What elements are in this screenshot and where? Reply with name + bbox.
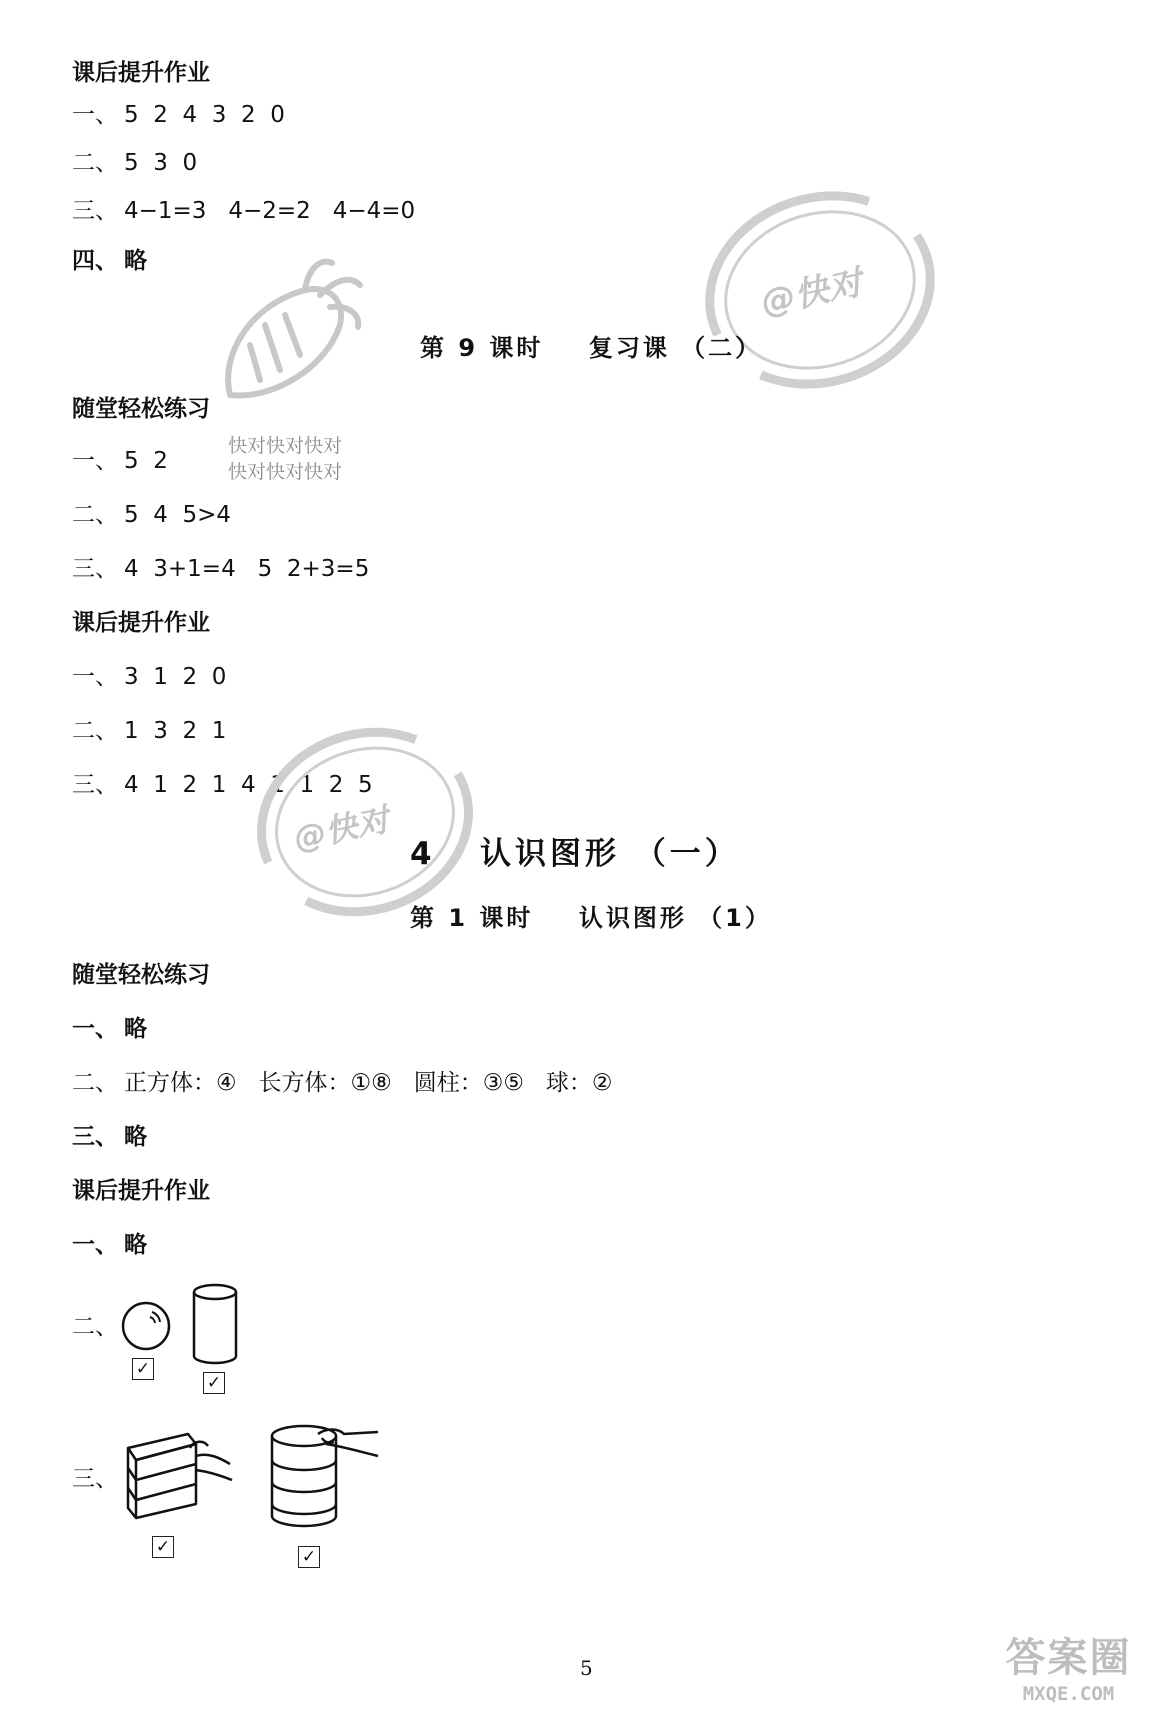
question-label: 二、 [72,502,118,528]
chapter-title: 4 认识图形 （一） [410,836,740,872]
stamp-watermark [690,175,950,409]
answer-line [72,1068,613,1098]
answer-line [72,246,147,276]
question-label: 三、 [72,772,118,798]
question-label: 二、 [72,1314,118,1340]
answer-text: 1 3 2 1 [124,718,227,744]
answer-text: 5 2 [124,448,168,474]
answer-line [72,148,197,178]
question-label: 四、 [72,248,118,274]
stamp-text: @快对 [290,800,393,858]
section-heading-homework: 课后提升作业 [72,60,210,86]
question-label: 二、 [72,1070,118,1096]
section-heading-homework: 课后提升作业 [72,610,210,636]
answer-text: 略 [124,248,147,274]
answer-checkbox: ✓ [132,1358,154,1380]
lesson-title: 第 1 课时 认识图形 （1） [410,904,772,932]
question-label: 一、 [72,1016,118,1042]
page-number: 5 [580,1656,593,1680]
lesson-title: 第 9 课时 复习课 （二） [420,334,763,362]
answer-text: 正方体：④ 长方体：①⑧ 圆柱：③⑤ 球：② [124,1070,613,1096]
answer-text: 4 3+1=4 5 2+3=5 [124,556,370,582]
brand-logo-text: 答案圈 [1005,1635,1132,1681]
answer-text: 4 1 2 1 4 1 1 2 5 [124,772,373,798]
question-label: 三、 [72,1124,118,1150]
answer-line [72,1230,147,1260]
answer-line [72,500,231,530]
stamp-text: @快对 [757,262,866,324]
section-heading-practice: 随堂轻松练习 [72,396,210,422]
answer-line [72,1122,147,1152]
question-label: 二、 [72,718,118,744]
answer-line [72,554,369,584]
question-label: 一、 [72,1232,118,1258]
cake-prism-icon [118,1426,238,1526]
question-label: 三、 [72,198,118,224]
answer-line [72,716,226,746]
brand-watermark [981,1634,1156,1724]
brand-url: MXQE.COM [1022,1683,1115,1705]
answer-line [72,100,285,130]
answer-checkbox: ✓ [298,1546,320,1568]
question-label: 一、 [72,102,118,128]
question-label: 二、 [72,150,118,176]
answer-text: 3 1 2 0 [124,664,227,690]
text-watermark: 快对快对快对 [228,461,343,483]
text-watermark: 快对快对快对 [228,435,343,457]
answer-line [72,1014,147,1044]
answer-line [72,662,226,692]
answer-line [72,196,415,226]
section-heading-homework: 课后提升作业 [72,1178,210,1204]
question-label: 一、 [72,448,118,474]
section-heading-practice: 随堂轻松练习 [72,962,210,988]
sphere-icon [118,1298,174,1354]
cylinder-icon [190,1282,240,1366]
answer-checkbox: ✓ [203,1372,225,1394]
answer-text: 5 3 0 [124,150,198,176]
answer-text: 略 [124,1232,147,1258]
question-label: 三、 [72,1466,118,1492]
question-label: 一、 [72,664,118,690]
answer-text: 略 [124,1016,147,1042]
answer-text: 略 [124,1124,147,1150]
answer-line [72,1312,124,1342]
answer-line [72,1464,124,1494]
answer-text: 5 4 5>4 [124,502,232,528]
answer-line [72,446,168,476]
answer-text: 4−1=3 4−2=2 4−4=0 [124,198,416,224]
answer-checkbox: ✓ [152,1536,174,1558]
drum-cylinder-icon [266,1420,386,1536]
question-label: 三、 [72,556,118,582]
answer-text: 5 2 4 3 2 0 [124,102,285,128]
carrot-watermark-icon [210,245,380,415]
